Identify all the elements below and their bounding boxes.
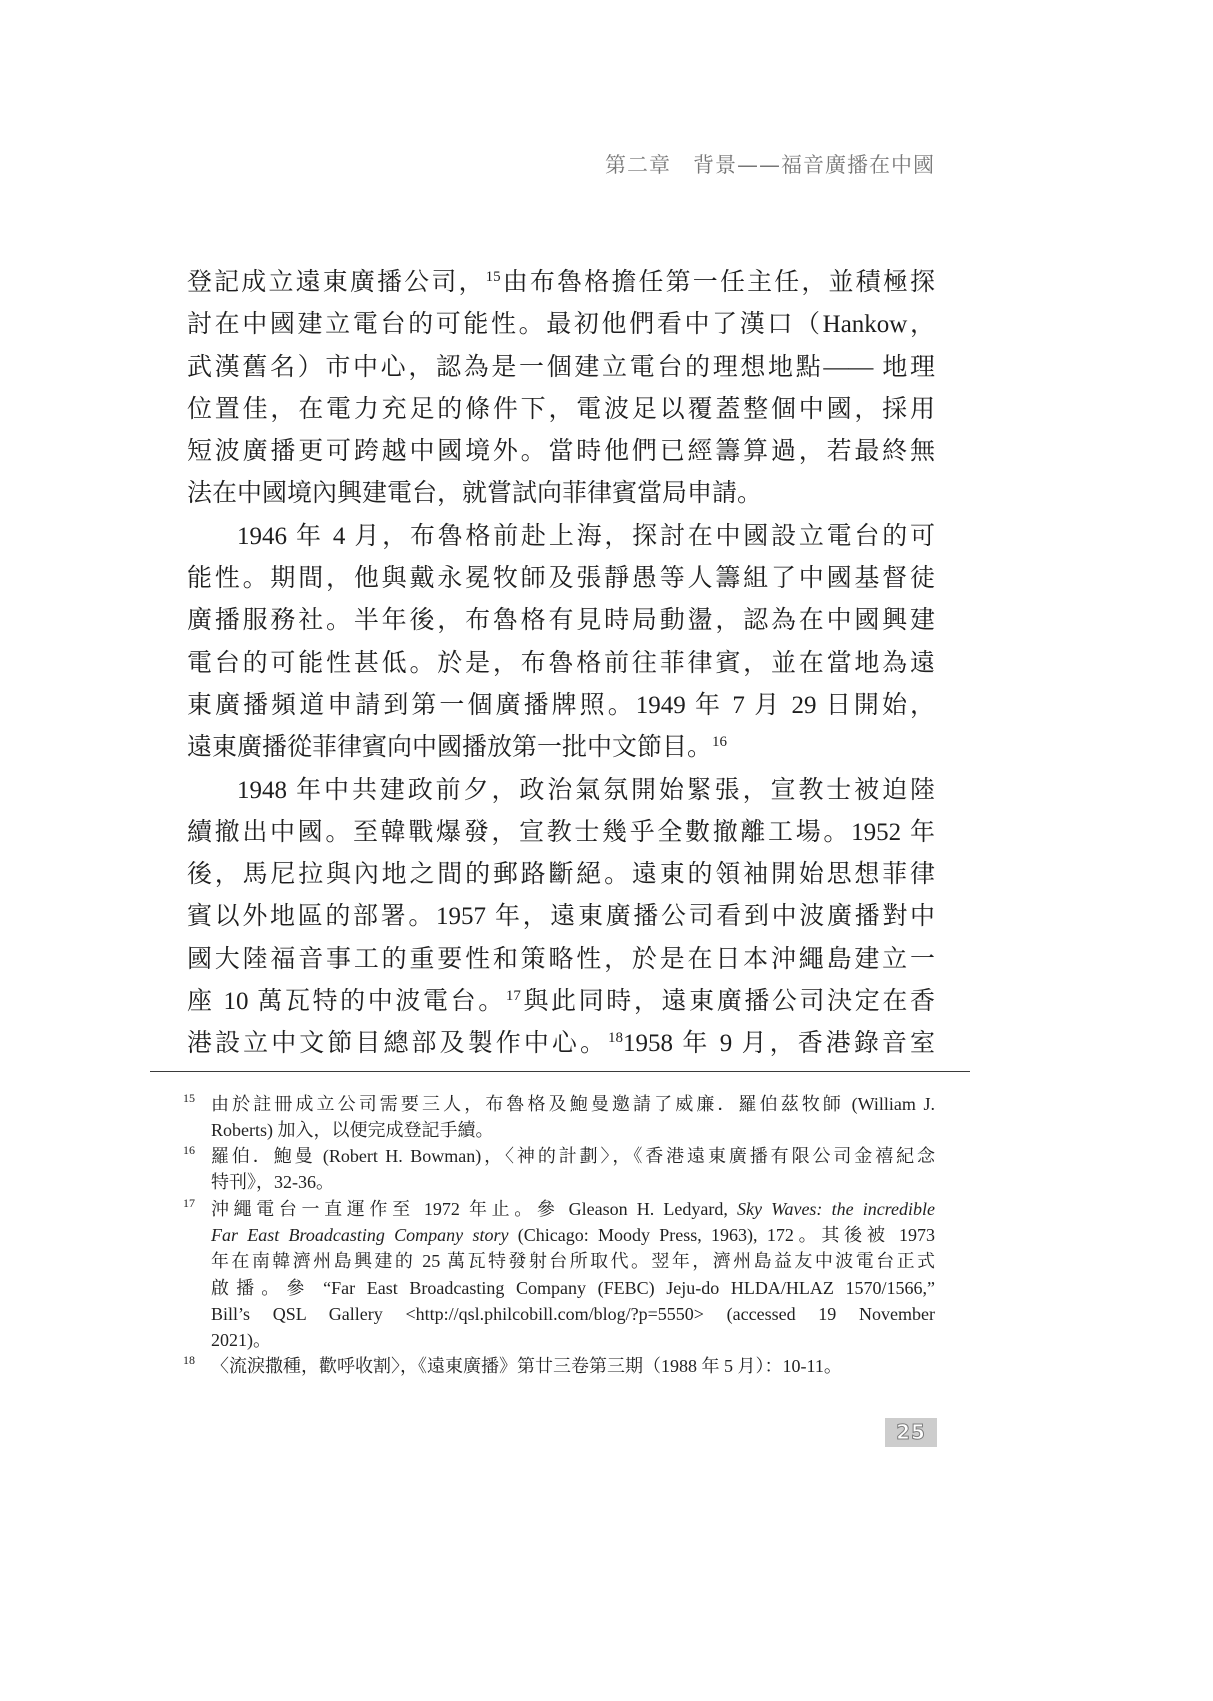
footnote-ref: 15	[485, 269, 501, 285]
page-number: 25	[896, 1420, 926, 1444]
body-text-segment: 座 10 萬瓦特的中波電台。	[187, 988, 506, 1016]
footnote-text	[211, 1091, 935, 1143]
footnote-text	[211, 1143, 935, 1195]
footnote-ref: 18	[608, 1030, 624, 1047]
body-text-segment: 與此同時，遠東廣播公司決定在香	[520, 988, 935, 1016]
footnote-line	[211, 1196, 935, 1222]
body-line: 賓以外地區的部署。1957 年，遠東廣播公司看到中波廣播對中	[187, 903, 935, 931]
footnote-segment: 沖繩電台一直運作至 1972 年止。參 Gleason H. Ledyard,	[211, 1199, 737, 1219]
running-header: 第二章 背景——福音廣播在中國	[605, 153, 935, 177]
footnote-number: 15	[183, 1091, 195, 1105]
body-line: 後，馬尼拉與內地之間的郵路斷絕。遠東的領袖開始思想菲律	[187, 861, 935, 889]
footnote	[183, 1143, 935, 1195]
body-line: 位置佳，在電力充足的條件下，電波足以覆蓋整個中國，採用	[187, 395, 935, 423]
footnote-line: Bill’s QSL Gallery <http://qsl.philcobill.com/blog/?p=5550> (accessed 19 November	[211, 1303, 935, 1324]
body-line: 廣播服務社。半年後，布魯格有見時局動盪，認為在中國興建	[187, 607, 935, 635]
body-text-segment: 由布魯格擔任第一任主任，並積極探	[500, 269, 935, 296]
body-text-segment: 1958 年 9 月，香港錄音室	[623, 1030, 935, 1058]
body-line: 法在中國境內興建電台，就嘗試向菲律賓當局申請。	[187, 480, 763, 508]
body-line: 能性。期間，他與戴永冕牧師及張靜愚等人籌組了中國基督徒	[187, 565, 935, 593]
footnote	[183, 1353, 935, 1379]
footnote-ref: 16	[712, 734, 728, 751]
body-text-segment: 遠東廣播從菲律賓向中國播放第一批中文節目。	[187, 734, 713, 762]
footnote-line: 〈流淚撒種，歡呼收割〉，《遠東廣播》第廿三卷第三期（1988 年 5 月）：10-11。	[211, 1356, 842, 1376]
footnote-text	[211, 1353, 935, 1379]
footnote-line	[211, 1222, 935, 1248]
body-line: 續撤出中國。至韓戰爆發，宣教士幾乎全數撤離工場。1952 年	[187, 818, 935, 846]
footnote-line: 年在南韓濟州島興建的 25 萬瓦特發射台所取代。翌年，濟州島益友中波電台正式	[211, 1251, 935, 1272]
footnote-rule	[150, 1071, 970, 1072]
body-text-segment: 港設立中文節目總部及製作中心。	[187, 1030, 609, 1058]
body-line: 國大陸福音事工的重要性和策略性，於是在日本沖繩島建立一	[187, 945, 935, 973]
footnote-number: 16	[183, 1143, 195, 1157]
footnote	[183, 1196, 935, 1353]
footnote-line: 特刊》，32-36。	[211, 1172, 334, 1193]
body-text	[187, 262, 935, 1066]
paragraph	[187, 516, 935, 770]
body-line: 電台的可能性甚低。於是，布魯格前往菲律賓，並在當地為遠	[187, 649, 935, 677]
footnote-ref: 17	[505, 988, 521, 1005]
body-line: 1946 年 4 月，布魯格前赴上海，探討在中國設立電台的可	[237, 522, 935, 550]
body-line: 討在中國建立電台的可能性。最初他們看中了漢口（Hankow，	[187, 311, 935, 339]
body-line	[187, 727, 935, 769]
body-line	[187, 262, 935, 304]
footnote-line: 2021)。	[211, 1329, 271, 1350]
body-line: 1948 年中共建政前夕，政治氣氛開始緊張，宣教士被迫陸	[237, 776, 935, 804]
footnote-line: 啟播。參 “Far East Broadcasting Company (FEBC) Jeju-do HLDA/HLAZ 1570/1566,”	[211, 1277, 935, 1298]
paragraph	[187, 770, 935, 1066]
footnote-number: 18	[183, 1353, 195, 1367]
footnote-number: 17	[183, 1196, 195, 1210]
paragraph	[187, 262, 935, 516]
book-title-italic: Far East Broadcasting Company story	[211, 1225, 509, 1246]
footnote-line: Roberts) 加入，以便完成登記手續。	[211, 1120, 494, 1141]
body-line: 短波廣播更可跨越中國境外。當時他們已經籌算過，若最終無	[187, 438, 935, 466]
body-line: 東廣播頻道申請到第一個廣播牌照。1949 年 7 月 29 日開始，	[187, 691, 935, 719]
body-text-segment: 登記成立遠東廣播公司，	[187, 269, 486, 296]
footnote-line: 由於註冊成立公司需要三人，布魯格及鮑曼邀請了威廉．羅伯茲牧師 (William J.	[211, 1094, 935, 1114]
body-line	[187, 1023, 935, 1065]
footnote-text	[211, 1196, 935, 1353]
body-line: 武漢舊名）市中心，認為是一個建立電台的理想地點—— 地理	[187, 353, 935, 381]
footnote	[183, 1091, 935, 1143]
footnote-segment: (Chicago: Moody Press, 1963), 172。其後被 1973	[508, 1225, 936, 1246]
page-number-box	[885, 1418, 937, 1447]
footnote-line: 羅伯．鮑曼 (Robert H. Bowman)，〈神的計劃〉，《香港遠東廣播有限公司金禧紀念	[211, 1146, 935, 1166]
body-line	[187, 981, 935, 1023]
book-title-italic: Sky Waves: the incredible	[737, 1199, 935, 1219]
